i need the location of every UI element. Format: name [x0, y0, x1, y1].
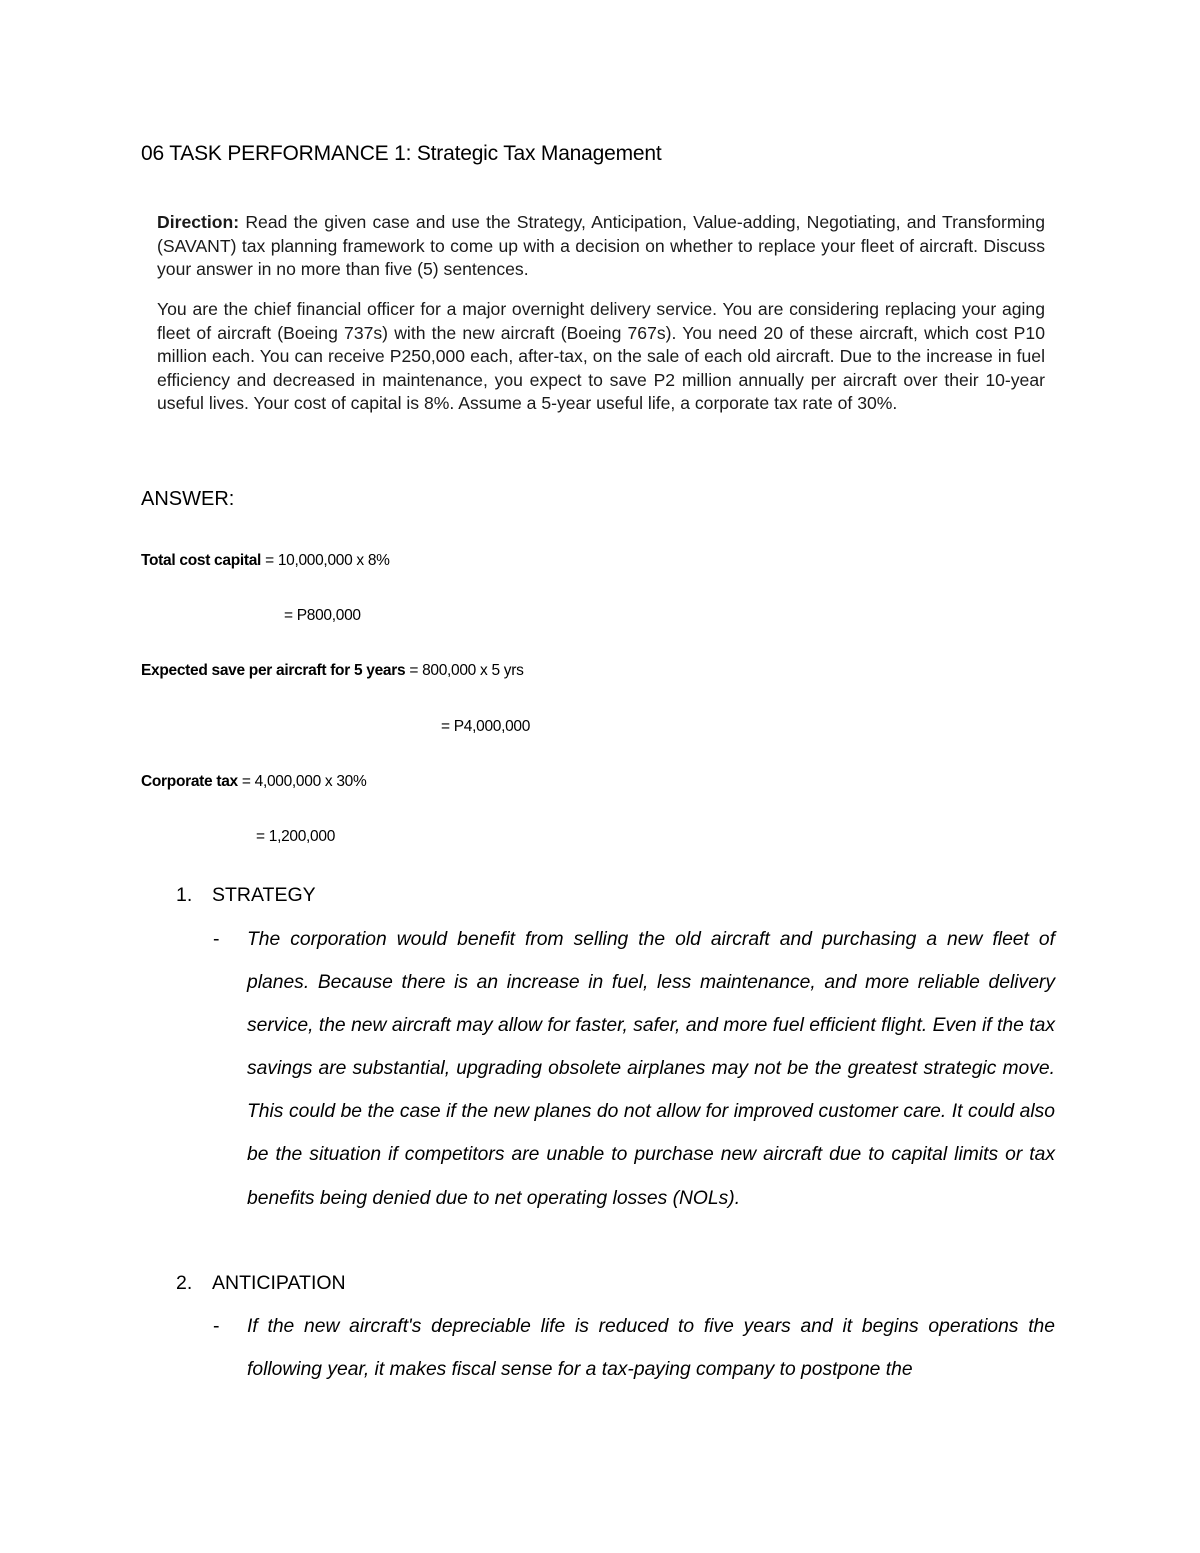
direction-paragraph [157, 211, 1045, 282]
expected-save-line [141, 662, 524, 680]
list-item-number: 2. [176, 1272, 193, 1294]
bullet-dash: - [213, 928, 220, 950]
page-title: 06 TASK PERFORMANCE 1: Strategic Tax Management [141, 142, 662, 165]
cost-capital-line [141, 552, 390, 570]
cost-capital-result: = P800,000 [284, 607, 361, 624]
strategy-paragraph: The corporation would benefit from selling the old aircraft and purchasing a new fleet of planes. Because there is an increase in fuel, less maintenance, and more reliable delivery service, the new aircraft may allow for faster, safer, and more fuel efficient flight. Even if the tax savings are substantial, upgrading obsolete airplanes may not be the greatest strategic move. This could be the case if the new planes do not allow for improved customer care. It could also be the situation if competitors are unable to purchase new aircraft due to capital limits or tax benefits being denied due to net operating losses (NOLs). [247, 929, 1055, 1209]
corporate-tax-expression: = 4,000,000 x 30% [237, 773, 367, 790]
corporate-tax-label: Corporate tax [141, 773, 238, 790]
direction-text: Read the given case and use the Strategy, Anticipation, Value-adding, Negotiating, and Transforming (SAVANT) tax planning framework to come up with a decision on whether to replace your fleet of aircraft. Discuss your answer in no more than five (5) sentences. [157, 212, 1045, 279]
cost-capital-expression: = 10,000,000 x 8% [261, 552, 390, 569]
anticipation-paragraph: If the new aircraft's depreciable life is reduced to five years and it begins operations the following year, it makes fiscal sense for a tax-paying company to postpone the [247, 1316, 1055, 1381]
corporate-tax-result: = 1,200,000 [256, 828, 336, 845]
answer-heading: ANSWER: [141, 488, 235, 510]
case-paragraph: You are the chief financial officer for a major overnight delivery service. You are considering replacing your aging fleet of aircraft (Boeing 737s) with the new aircraft (Boeing 767s). You need 20 of these aircraft, which cost P10 million each. You can receive P250,000 each, after-tax, on the sale of each old aircraft. Due to the increase in fuel efficiency and decreased in maintenance, you expect to save P2 million annually per aircraft over their 10-year useful lives. Your cost of capital is 8%. Assume a 5-year useful life, a corporate tax rate of 30%. [157, 299, 1045, 413]
expected-save-result: = P4,000,000 [441, 718, 531, 735]
list-item-number: 1. [176, 884, 193, 906]
list-item-heading: ANTICIPATION [212, 1272, 346, 1294]
corporate-tax-line [141, 773, 366, 791]
expected-save-label: Expected save per aircraft for 5 years [141, 662, 406, 679]
bullet-dash: - [213, 1315, 220, 1337]
cost-capital-label: Total cost capital [141, 552, 262, 569]
direction-label: Direction: [157, 212, 240, 232]
list-item-heading: STRATEGY [212, 884, 316, 906]
expected-save-expression: = 800,000 x 5 yrs [405, 662, 524, 679]
